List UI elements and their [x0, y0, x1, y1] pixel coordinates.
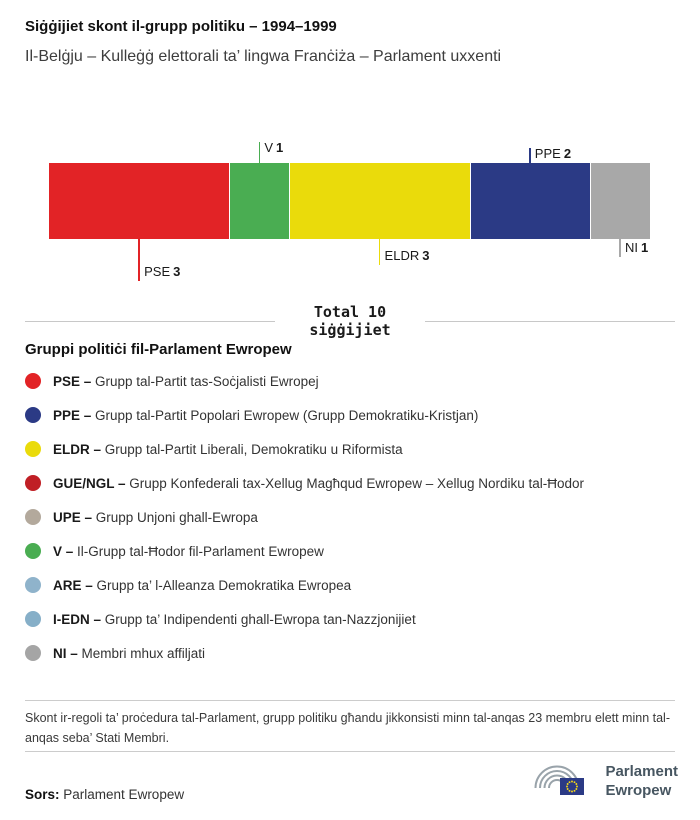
source-value: Parlament Ewropew — [63, 787, 185, 802]
divider-top — [25, 700, 675, 701]
bar-label-ni: NI 1 — [624, 240, 649, 255]
legend-item-label: UPE – Grupp Unjoni ghall-Ewropa — [53, 509, 258, 525]
legend-item-label: GUE/NGL – Grupp Konfederali tax-Xellug Magħqud Ewropew – Xellug Nordiku tal-Ħodor — [53, 475, 585, 491]
hemicycle-flag-icon — [531, 757, 597, 805]
total-left-rule — [25, 321, 275, 322]
total-seats-count: Total 10 — [313, 303, 387, 321]
legend-item-label: PPE – Grupp tal-Partit Popolari Ewropew (Grupp Demokratiku-Kristjan) — [53, 407, 479, 423]
european-parliament-logo — [531, 757, 678, 805]
i-edn-color-dot — [25, 611, 41, 627]
eu-flag — [560, 778, 584, 795]
footnote: Skont ir-regoli ta’ proċedura tal-Parlament, grupp politiku għandu jikkonsisti minn tal-anqas 23 membru elett minn tal-anqas seba’ Stati Membri. — [25, 711, 670, 745]
leader-line-v — [259, 142, 261, 163]
divider-bottom — [25, 751, 675, 752]
are-color-dot — [25, 577, 41, 593]
total-seats — [25, 303, 675, 339]
legend-item-ppe — [25, 403, 584, 427]
legend — [25, 369, 584, 675]
seats-stacked-bar-chart — [49, 140, 650, 279]
leader-line-ppe — [529, 148, 531, 163]
bar-label-eldr: ELDR 3 — [384, 248, 430, 263]
legend-item-label: V – Il-Grupp tal-Ħodor fil-Parlament Ewropew — [53, 543, 324, 559]
logo-line1: Parlament — [605, 763, 678, 780]
pse-color-dot — [25, 373, 41, 389]
eldr-color-dot — [25, 441, 41, 457]
legend-item-label: ARE – Grupp ta’ l-Alleanza Demokratika Ewropea — [53, 577, 352, 593]
legend-item-label: NI – Membri mhux affiljati — [53, 645, 206, 661]
legend-item-i-edn — [25, 607, 584, 631]
logo-line2: Ewropew — [605, 782, 672, 799]
page-subtitle: Il-Belġju – Kulleġġ elettorali ta’ lingwa Franċiża – Parlament uxxenti — [25, 48, 502, 65]
total-seats-unit: siġġijiet — [309, 321, 391, 339]
v-color-dot — [25, 543, 41, 559]
bar-label-pse: PSE 3 — [144, 264, 181, 279]
legend-heading: Gruppi politiċi fil-Parlament Ewropew — [25, 341, 292, 358]
source-label: Sors: — [25, 787, 60, 802]
leader-line-pse — [138, 239, 140, 281]
legend-item-eldr — [25, 437, 584, 461]
page-title: Siġġijiet skont il-grupp politiku – 1994–1999 — [25, 18, 337, 35]
leader-line-eldr — [379, 239, 381, 265]
bar-segment-ni — [591, 163, 650, 239]
legend-item-v — [25, 539, 584, 563]
legend-item-are — [25, 573, 584, 597]
legend-item-label: ELDR – Grupp tal-Partit Liberali, Demokratiku u Riformista — [53, 441, 403, 457]
bar-segment-pse — [49, 163, 229, 239]
bar-segment-v — [230, 163, 289, 239]
legend-item-label: I-EDN – Grupp ta’ Indipendenti ghall-Ewropa tan-Nazzjonijiet — [53, 611, 416, 627]
legend-item-label: PSE – Grupp tal-Partit tas-Soċjalisti Ewropej — [53, 373, 319, 389]
bar-segment-eldr — [290, 163, 469, 239]
source — [25, 787, 184, 802]
gue-ngl-color-dot — [25, 475, 41, 491]
legend-item-upe — [25, 505, 584, 529]
ni-color-dot — [25, 645, 41, 661]
ppe-color-dot — [25, 407, 41, 423]
legend-item-pse — [25, 369, 584, 393]
bar-label-v: V 1 — [264, 140, 284, 155]
legend-item-gue-ngl — [25, 471, 584, 495]
legend-item-ni — [25, 641, 584, 665]
upe-color-dot — [25, 509, 41, 525]
leader-line-ni — [619, 239, 621, 257]
total-right-rule — [425, 321, 675, 322]
bar-label-ppe: PPE 2 — [534, 146, 572, 161]
bar-segment-ppe — [471, 163, 590, 239]
